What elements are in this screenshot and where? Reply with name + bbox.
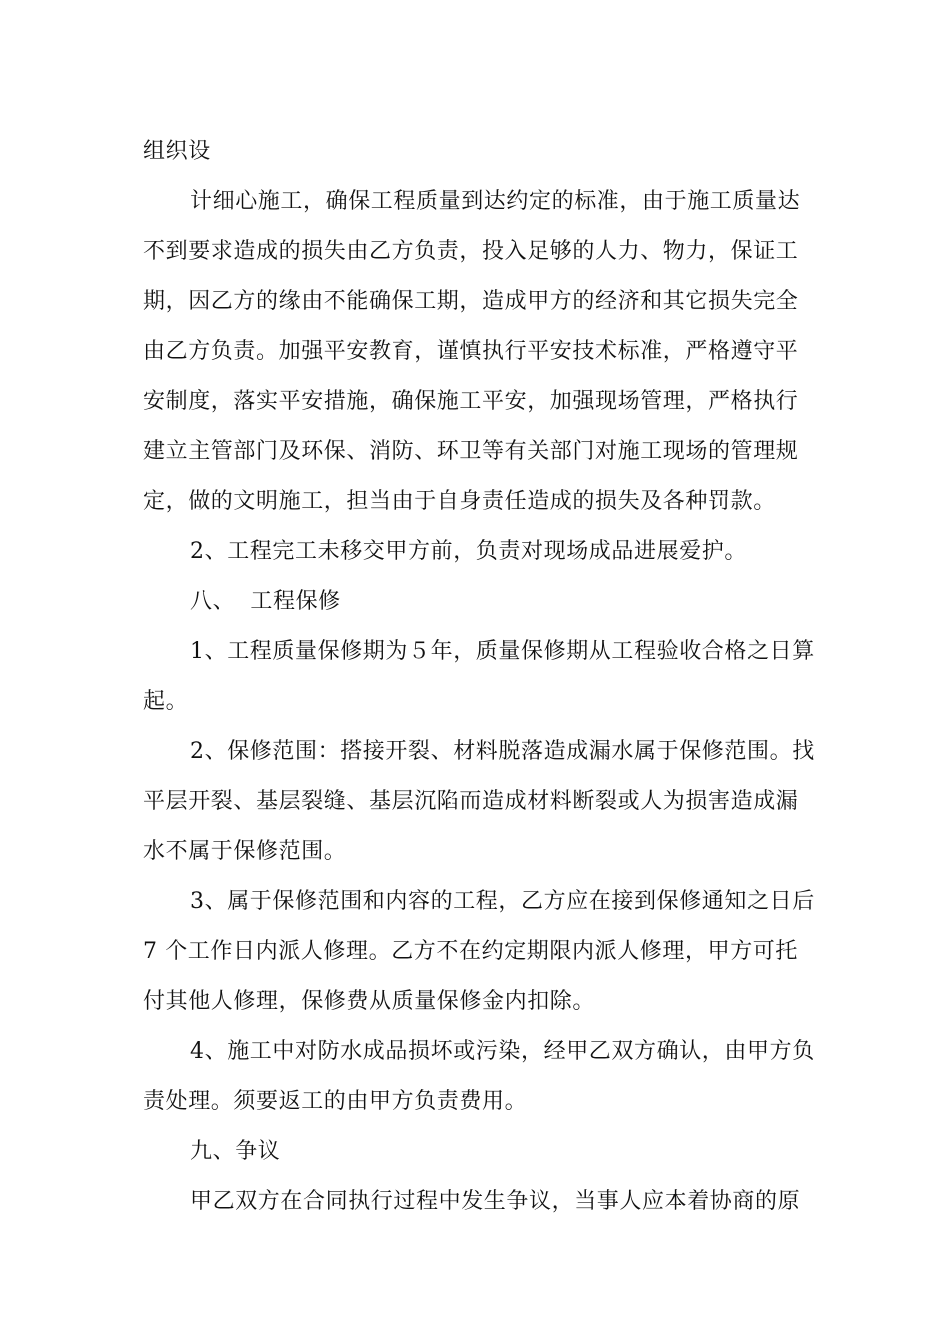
text-line: 7 个工作日内派人修理。乙方不在约定期限内派人修理，甲方可托 bbox=[143, 939, 798, 964]
paragraph-start-line: 2、工程完工未移交甲方前，负责对现场成品进展爱护。 bbox=[190, 539, 747, 564]
section-heading: 九、争议 bbox=[190, 1139, 281, 1164]
paragraph-start-line: 1、工程质量保修期为５年，质量保修期从工程验收合格之日算 bbox=[190, 639, 815, 664]
section-heading: 八、 工程保修 bbox=[190, 589, 341, 614]
text-line: 期，因乙方的缘由不能确保工期，造成甲方的经济和其它损失完全 bbox=[143, 289, 799, 314]
text-line: 安制度，落实平安措施，确保施工平安，加强现场管理，严格执行 bbox=[143, 389, 799, 414]
paragraph-start-line: 甲乙双方在合同执行过程中发生争议，当事人应本着协商的原 bbox=[190, 1189, 801, 1214]
paragraph-start-line: 3、属于保修范围和内容的工程，乙方应在接到保修通知之日后 bbox=[190, 889, 815, 914]
text-line: 起。 bbox=[143, 689, 189, 714]
text-line: 定，做的文明施工，担当由于自身责任造成的损失及各种罚款。 bbox=[143, 489, 776, 514]
text-line: 水不属于保修范围。 bbox=[143, 839, 347, 864]
paragraph-start-line: 计细心施工，确保工程质量到达约定的标准，由于施工质量达 bbox=[190, 189, 801, 214]
text-line: 责处理。须要返工的由甲方负责费用。 bbox=[143, 1089, 528, 1114]
paragraph-start-line: 4、施工中对防水成品损坏或污染，经甲乙双方确认，由甲方负 bbox=[190, 1039, 815, 1064]
text-line: 不到要求造成的损失由乙方负责，投入足够的人力、物力，保证工 bbox=[143, 239, 799, 264]
text-line: 组织设 bbox=[143, 139, 211, 164]
text-line: 付其他人修理，保修费从质量保修金内扣除。 bbox=[143, 989, 596, 1014]
text-line: 建立主管部门及环保、消防、环卫等有关部门对施工现场的管理规 bbox=[143, 439, 799, 464]
paragraph-start-line: 2、保修范围：搭接开裂、材料脱落造成漏水属于保修范围。找 bbox=[190, 739, 815, 764]
text-line: 由乙方负责。加强平安教育，谨慎执行平安技术标准，严格遵守平 bbox=[143, 339, 799, 364]
text-line: 平层开裂、基层裂缝、基层沉陷而造成材料断裂或人为损害造成漏 bbox=[143, 789, 799, 814]
